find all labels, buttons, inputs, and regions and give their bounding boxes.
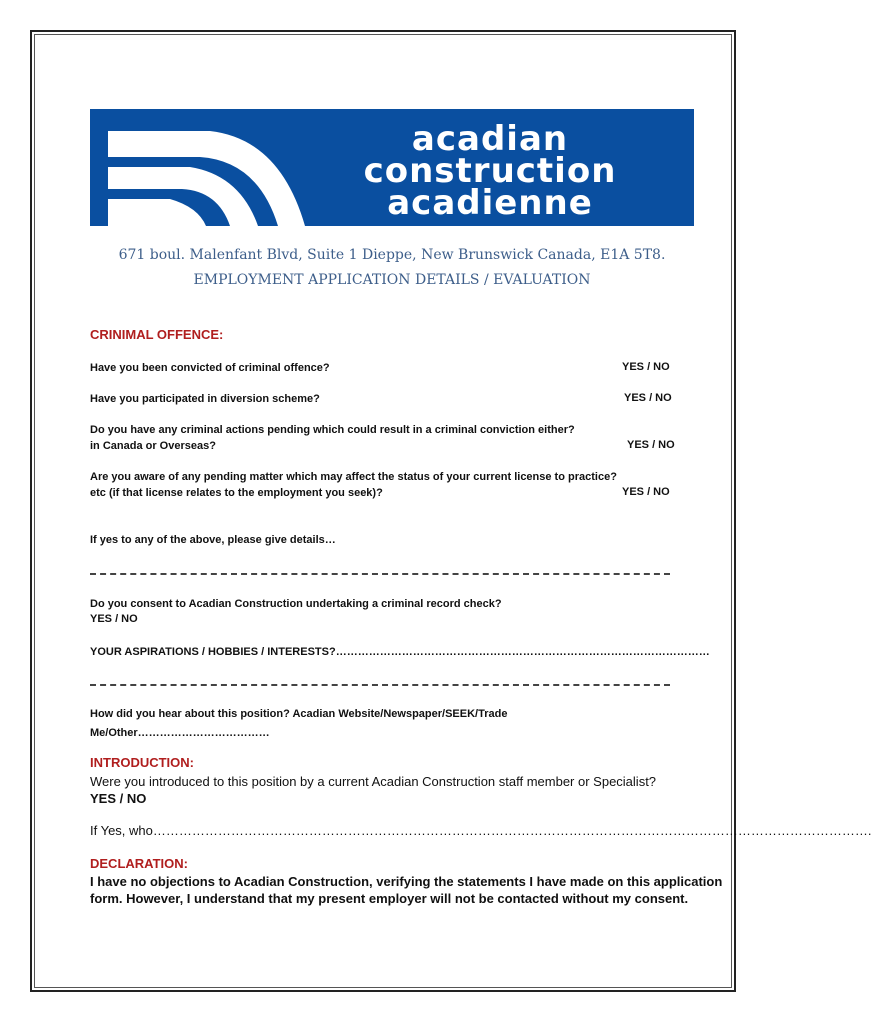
yes-no-license[interactable]: YES / NO: [622, 486, 670, 498]
logo-line-2: construction: [363, 151, 617, 191]
question-hear-about: [90, 706, 507, 741]
document-title: EMPLOYMENT APPLICATION DETAILS / EVALUATION: [193, 272, 591, 288]
declaration-text: [90, 873, 722, 907]
logo-wordmark: [320, 119, 660, 223]
yes-no-consent[interactable]: YES / NO: [90, 613, 138, 625]
question-introduced: Were you introduced to this position by a current Acadian Construction staff member or Specialist?: [90, 774, 657, 789]
yes-no-pending[interactable]: YES / NO: [627, 439, 675, 451]
yes-no-diversion[interactable]: YES / NO: [624, 392, 672, 404]
aspirations-label[interactable]: YOUR ASPIRATIONS / HOBBIES / INTERESTS?…………………………………………………………………………………………: [90, 646, 710, 658]
question-pending-line-1: Do you have any criminal actions pending which could result in a criminal conviction either?: [90, 424, 575, 436]
question-pending-actions: [90, 422, 575, 454]
question-convicted: Have you been convicted of criminal offence?: [90, 362, 330, 374]
declaration-heading: DECLARATION:: [90, 856, 188, 871]
yes-no-convicted[interactable]: YES / NO: [622, 361, 670, 373]
question-consent: Do you consent to Acadian Construction undertaking a criminal record check?: [90, 598, 502, 610]
yes-no-introduced[interactable]: YES / NO: [90, 791, 147, 806]
hear-about-line-1: How did you hear about this position? Acadian Website/Newspaper/SEEK/Trade: [90, 708, 508, 720]
details-answer-line[interactable]: [90, 573, 670, 575]
introduction-heading: INTRODUCTION:: [90, 755, 194, 770]
criminal-offence-heading: CRINIMAL OFFENCE:: [90, 327, 224, 342]
logo-line-3: acadienne: [387, 183, 593, 223]
declaration-line-2: form. However, I understand that my present employer will not be contacted without my consent.: [90, 891, 689, 906]
question-license-line-1: Are you aware of any pending matter which may affect the status of your current license to practice?: [90, 471, 617, 483]
question-pending-line-2: in Canada or Overseas?: [90, 440, 216, 452]
company-logo: [90, 109, 694, 226]
logo-line-1: acadian: [411, 119, 569, 159]
company-address: 671 boul. Malenfant Blvd, Suite 1 Dieppe, New Brunswick Canada, E1A 5T8.: [118, 247, 666, 263]
who-introduced-field[interactable]: If Yes, who………………………………………………………………………………………………………………………………………………….: [90, 823, 872, 838]
details-prompt: If yes to any of the above, please give details…: [90, 534, 336, 546]
question-license-line-2: etc (if that license relates to the employment you seek)?: [90, 487, 383, 499]
aspirations-answer-line[interactable]: [90, 684, 670, 686]
hear-about-line-2[interactable]: Me/Other………………………………: [90, 727, 270, 739]
question-license: [90, 469, 617, 501]
declaration-line-1: I have no objections to Acadian Construction, verifying the statements I have made on this application: [90, 874, 723, 889]
question-diversion: Have you participated in diversion scheme?: [90, 393, 320, 405]
